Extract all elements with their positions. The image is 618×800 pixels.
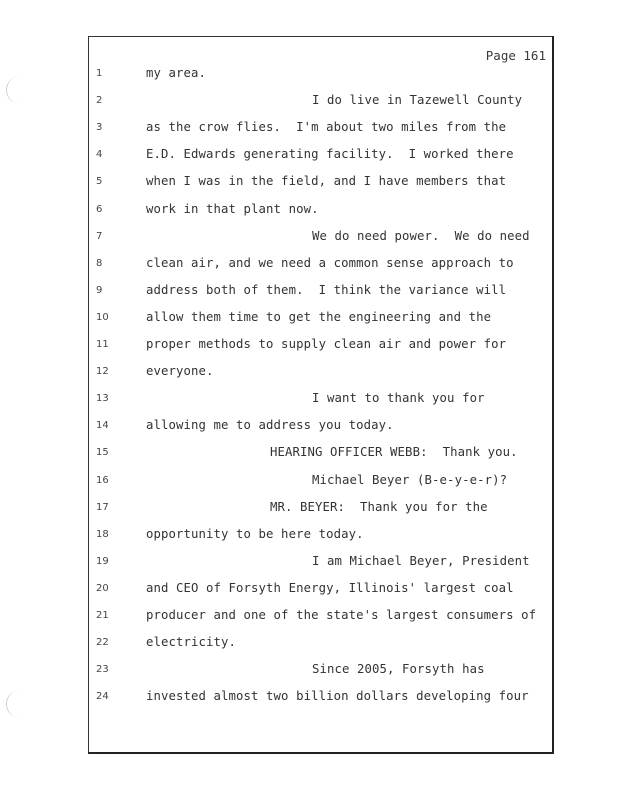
transcript-line: I do live in Tazewell County: [312, 93, 523, 108]
line-number: 17: [96, 501, 109, 513]
line-number: 24: [96, 691, 109, 703]
line-number: 13: [96, 393, 109, 405]
transcript-line: HEARING OFFICER WEBB: Thank you.: [270, 445, 518, 460]
transcript-line: invested almost two billion dollars developing four: [146, 689, 529, 704]
line-number: 8: [96, 257, 103, 269]
line-number: 9: [96, 284, 103, 296]
transcript-line: and CEO of Forsyth Energy, Illinois' largest coal: [146, 580, 514, 595]
transcript-line: Since 2005, Forsyth has: [312, 662, 485, 677]
transcript-line: proper methods to supply clean air and power for: [146, 337, 507, 351]
transcript-line: Michael Beyer (B-e-y-e-r)?: [312, 472, 508, 487]
line-number: 4: [96, 149, 103, 161]
binder-hole-bottom: [6, 690, 21, 718]
line-number: 10: [96, 311, 109, 323]
line-number: 5: [96, 176, 103, 188]
line-number: 21: [96, 610, 109, 621]
transcript-line: electricity.: [146, 635, 237, 650]
transcript-line: I am Michael Beyer, President: [312, 553, 530, 568]
transcript-line: producer and one of the state's largest consumers of: [146, 608, 537, 622]
transcript-line: We do need power. We do need: [312, 228, 530, 243]
line-number: 11: [96, 339, 109, 350]
line-number: 15: [96, 447, 109, 459]
line-number: 6: [96, 203, 103, 215]
transcript-line: clean air, and we need a common sense approach to: [146, 255, 514, 270]
line-number: 3: [96, 122, 103, 134]
line-number: 19: [96, 555, 109, 567]
transcript-line: allow them time to get the engineering and the: [146, 309, 492, 324]
transcript-line: I want to thank you for: [312, 391, 485, 406]
transcript-line: when I was in the field, and I have members that: [146, 174, 507, 189]
line-number: 16: [96, 474, 109, 486]
line-number: 2: [96, 95, 103, 107]
line-number: 12: [96, 366, 109, 378]
line-number: 20: [96, 582, 109, 594]
line-number: 22: [96, 637, 109, 649]
transcript-line: E.D. Edwards generating facility. I worked there: [146, 147, 514, 162]
line-number: 18: [96, 528, 109, 540]
transcript-line: opportunity to be here today.: [146, 526, 364, 541]
line-number: 7: [96, 230, 103, 242]
transcript-line: MR. BEYER: Thank you for the: [270, 499, 488, 514]
binder-hole-top: [6, 76, 21, 104]
line-number: 23: [96, 664, 109, 676]
line-number: 14: [96, 420, 109, 432]
transcript-line: my area.: [146, 66, 207, 80]
transcript-line: everyone.: [146, 364, 214, 379]
page-number: Page 161: [485, 48, 546, 63]
transcript-line: as the crow flies. I'm about two miles from the: [146, 120, 507, 135]
transcript-line: work in that plant now.: [146, 201, 319, 216]
transcript-line: address both of them. I think the variance will: [146, 282, 507, 297]
transcript-line: allowing me to address you today.: [146, 418, 394, 433]
line-number: 1: [96, 68, 103, 79]
